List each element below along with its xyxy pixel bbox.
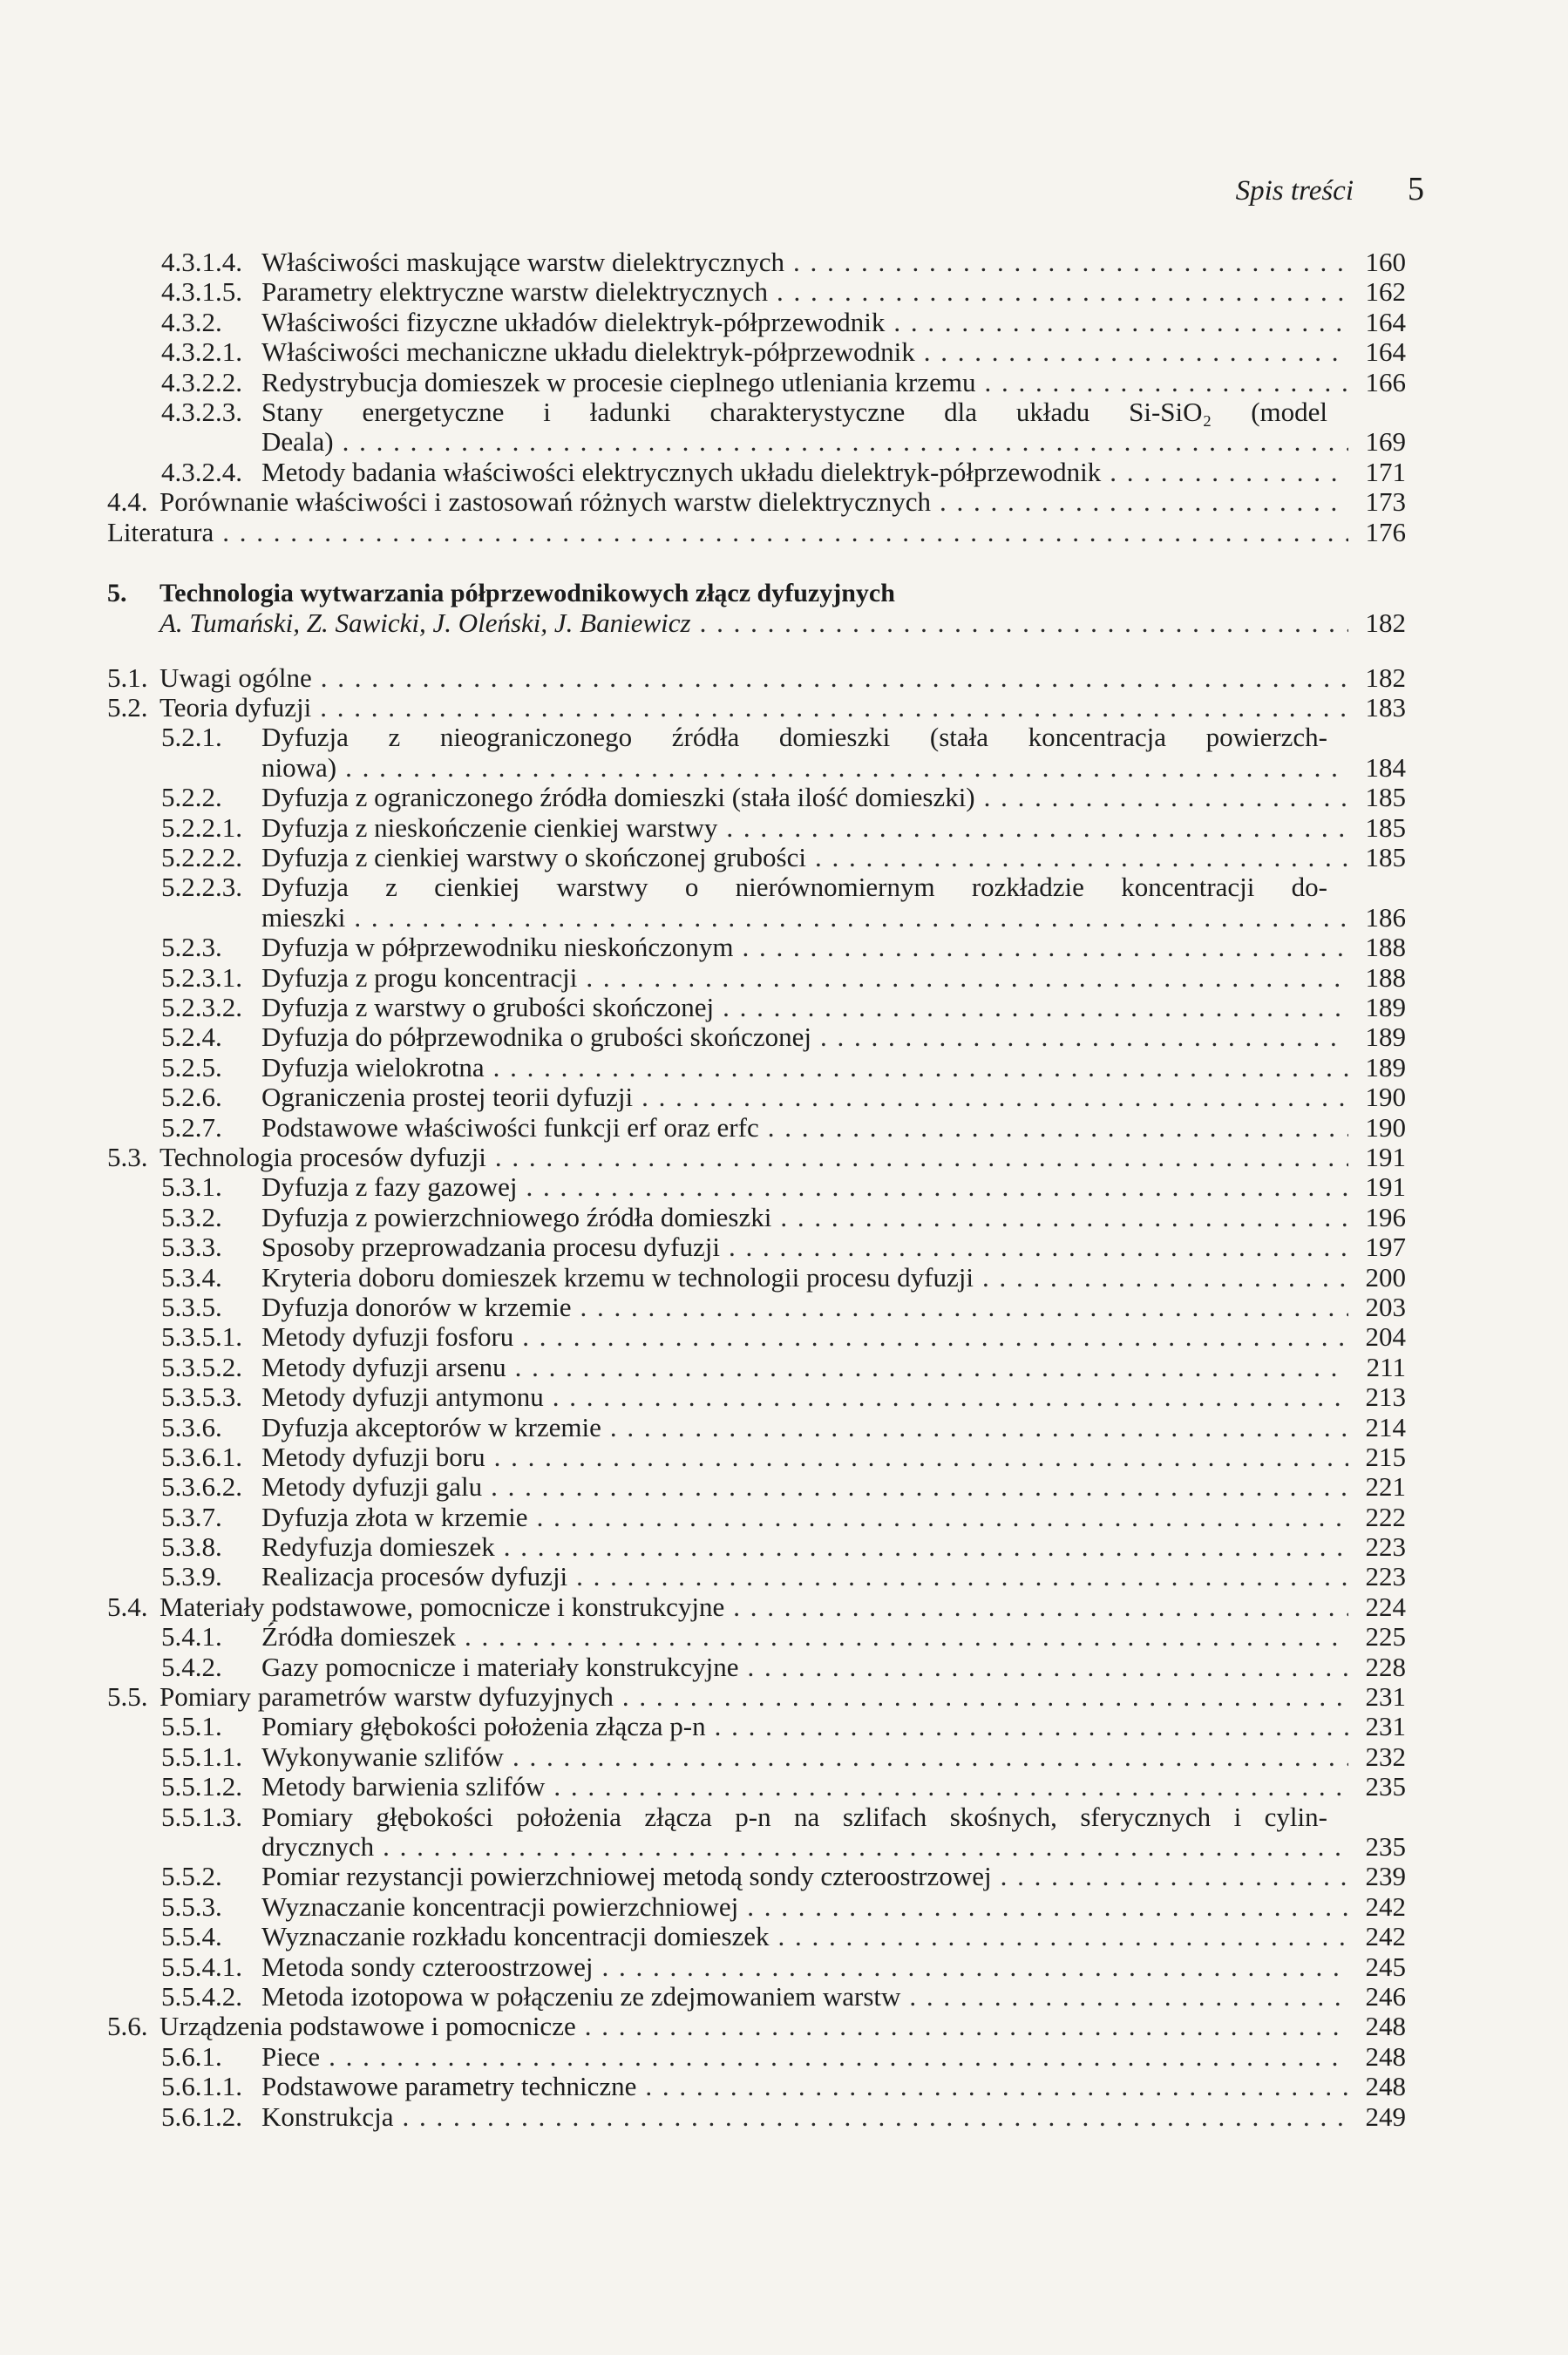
- entry-title: Teoria dyfuzji: [160, 692, 312, 723]
- entry-page: 197: [1365, 1232, 1406, 1263]
- entry-page: 160: [1365, 247, 1406, 277]
- entry-number: 5.3.8.: [161, 1531, 222, 1563]
- entry-title: Właściwości maskujące warstw dielektrycznych: [261, 247, 784, 277]
- entry-page: 191: [1365, 1141, 1406, 1172]
- entry-page: 185: [1365, 842, 1406, 873]
- toc-entry: [107, 1862, 1406, 1891]
- entry-page: 213: [1365, 1381, 1406, 1413]
- entry-page: 231: [1365, 1681, 1406, 1713]
- entry-number: 5.3.6.2.: [161, 1471, 242, 1503]
- leader-dots: [394, 2102, 1348, 2132]
- entry-number: 5.2.2.: [161, 782, 222, 813]
- entry-title: Metoda izotopowa w połączeniu ze zdejmowaniem warstw: [261, 1980, 901, 2012]
- entry-title: Literatura: [107, 516, 214, 547]
- entry-number: 5.3.: [107, 1141, 148, 1172]
- leader-dots: [1101, 458, 1348, 487]
- leader-dots: [345, 903, 1348, 933]
- entry-page: 249: [1365, 2100, 1406, 2132]
- toc-entry: [107, 2042, 1406, 2072]
- leader-dots: [806, 843, 1348, 872]
- entry-page: 169: [1365, 426, 1406, 458]
- leader-dots: [456, 1622, 1348, 1652]
- leader-dots: [975, 783, 1348, 812]
- leader-dots: [506, 1353, 1348, 1382]
- entry-page: 185: [1365, 782, 1406, 813]
- leader-dots: [374, 1832, 1348, 1862]
- entry-number: 4.3.1.5.: [161, 276, 242, 308]
- entry-page: 228: [1365, 1651, 1406, 1682]
- leader-dots: [214, 518, 1348, 547]
- toc-entry: [107, 933, 1406, 962]
- entry-number: 5.3.7.: [161, 1501, 222, 1532]
- toc-entry: [107, 337, 1406, 367]
- leader-dots: [513, 1322, 1348, 1352]
- leader-dots: [486, 1143, 1348, 1172]
- entry-title: Dyfuzja w półprzewodniku nieskończonym: [261, 932, 734, 963]
- entry-page: 248: [1365, 2071, 1406, 2102]
- entry-number: 5.6.1.: [161, 2040, 222, 2072]
- chapter-number: 5.: [107, 578, 127, 607]
- page-number: 5: [1408, 171, 1424, 207]
- entry-page: 173: [1365, 486, 1406, 518]
- entry-page: 239: [1365, 1861, 1406, 1892]
- entry-title: Kryteria doboru domieszek krzemu w technologii procesu dyfuzji: [261, 1261, 974, 1293]
- toc-entry: [107, 1082, 1406, 1112]
- toc-entry: [107, 2102, 1406, 2132]
- leader-dots: [992, 1862, 1348, 1891]
- toc-entry: [107, 663, 1406, 693]
- entry-page: 189: [1365, 1021, 1406, 1053]
- entry-number: 5.5.4.: [161, 1921, 222, 1952]
- entry-number: 5.5.2.: [161, 1861, 222, 1892]
- entry-page: 225: [1365, 1621, 1406, 1653]
- entry-number: 5.2.1.: [161, 722, 222, 753]
- entry-title: Pomiary parametrów warstw dyfuzyjnych: [160, 1681, 614, 1713]
- page-header: [1236, 170, 1424, 208]
- toc-section-chapter-5: [107, 663, 1406, 2132]
- toc-entry: [107, 308, 1406, 337]
- toc-entry: [107, 1143, 1406, 1172]
- entry-title: Źródła domieszek: [261, 1621, 456, 1653]
- entry-number: 5.5.4.1.: [161, 1951, 242, 1982]
- leader-dots: [334, 427, 1348, 457]
- entry-page: 223: [1365, 1531, 1406, 1563]
- entry-title: Dyfuzja z fazy gazowej: [261, 1171, 518, 1203]
- entry-page: 246: [1365, 1980, 1406, 2012]
- leader-dots: [544, 1382, 1348, 1412]
- entry-title: Pomiary głębokości położenia złącza p-n: [261, 1711, 706, 1742]
- entry-page: 190: [1365, 1082, 1406, 1113]
- toc-entry: [107, 1053, 1406, 1082]
- entry-number: 5.2.2.1.: [161, 811, 242, 843]
- entry-page: 171: [1365, 456, 1406, 487]
- entry-number: 5.2.2.2.: [161, 842, 242, 873]
- toc-entry: [107, 1022, 1406, 1052]
- toc-entry: [107, 1472, 1406, 1502]
- entry-page: 235: [1365, 1830, 1406, 1862]
- entry-title: Wyznaczanie rozkładu koncentracji domieszek: [261, 1921, 770, 1952]
- entry-number: 5.5.3.: [161, 1890, 222, 1922]
- entry-number: 5.6.1.2.: [161, 2100, 242, 2132]
- leader-dots: [485, 1442, 1348, 1472]
- toc-entry: [107, 1113, 1406, 1143]
- entry-number: 5.3.3.: [161, 1232, 222, 1263]
- toc-entry: [107, 813, 1406, 843]
- toc-entry: [107, 843, 1406, 872]
- leader-dots: [974, 1263, 1348, 1293]
- entry-number: 4.3.2.: [161, 306, 222, 337]
- leader-dots: [738, 1653, 1348, 1682]
- entry-number: 5.4.1.: [161, 1621, 222, 1653]
- leader-dots: [976, 368, 1349, 397]
- entry-number: 5.5.1.1.: [161, 1741, 242, 1772]
- entry-page: 162: [1365, 276, 1406, 308]
- leader-dots: [614, 1682, 1348, 1712]
- entry-title: Metody dyfuzji boru: [261, 1441, 485, 1472]
- chapter-title: Technologia wytwarzania półprzewodnikowych złącz dyfuzyjnych: [160, 578, 895, 607]
- toc-entry: [107, 458, 1406, 487]
- leader-dots: [633, 1082, 1348, 1112]
- entry-number: 4.4.: [107, 486, 148, 518]
- leader-dots: [768, 277, 1348, 307]
- entry-number: 5.5.1.2.: [161, 1771, 242, 1802]
- entry-page: 189: [1365, 992, 1406, 1023]
- entry-number: 5.4.: [107, 1591, 148, 1622]
- entry-page: 183: [1365, 692, 1406, 723]
- entry-number: 5.1.: [107, 662, 148, 693]
- toc-entry: [107, 723, 1406, 783]
- entry-title-continuation: niowa): [261, 751, 337, 783]
- entry-title: Materiały podstawowe, pomocnicze i konstrukcyjne: [160, 1591, 725, 1622]
- entry-title: Metody badania właściwości elektrycznych układu dielektryk-półprzewodnik: [261, 456, 1102, 487]
- leader-dots: [576, 2012, 1348, 2041]
- entry-page: 214: [1365, 1411, 1406, 1442]
- entry-title: Dyfuzja do półprzewodnika o grubości skończonej: [261, 1021, 812, 1053]
- entry-title: Technologia procesów dyfuzji: [160, 1141, 486, 1172]
- entry-number: 4.3.2.4.: [161, 456, 242, 487]
- entry-number: 5.6.1.1.: [161, 2071, 242, 2102]
- entry-title: Dyfuzja z nieskończenie cienkiej warstwy: [261, 811, 718, 843]
- entry-title: Metoda sondy czteroostrzowej: [261, 1951, 594, 1982]
- entry-page: 231: [1365, 1711, 1406, 1742]
- entry-page: 224: [1365, 1591, 1406, 1622]
- entry-number: 5.3.9.: [161, 1561, 222, 1592]
- entry-title: Metody dyfuzji galu: [261, 1471, 483, 1503]
- entry-page: 186: [1365, 901, 1406, 933]
- entry-number: 5.3.4.: [161, 1261, 222, 1293]
- leader-dots: [577, 963, 1348, 993]
- entry-number: 4.3.2.2.: [161, 366, 242, 397]
- entry-title: Stany energetyczne i ładunki charakterystyczne dla układu Si-SiO₂ (model: [261, 397, 1327, 427]
- leader-dots: [771, 1203, 1348, 1232]
- entry-title: Właściwości mechaniczne układu dielektryk-półprzewodnik: [261, 336, 915, 368]
- toc-entry: [107, 2072, 1406, 2101]
- entry-number: 5.2.5.: [161, 1051, 222, 1082]
- leader-dots: [517, 1172, 1348, 1202]
- toc-entry: [107, 872, 1406, 933]
- entry-number: 4.3.1.4.: [161, 247, 242, 277]
- toc-entry: [107, 1322, 1406, 1352]
- leader-dots: [714, 993, 1348, 1022]
- toc-entry: [107, 1682, 1406, 1712]
- entry-number: 5.3.5.3.: [161, 1381, 242, 1413]
- leader-dots: [691, 608, 1348, 638]
- leader-dots: [545, 1772, 1348, 1802]
- entry-title-continuation: drycznych: [261, 1830, 375, 1862]
- entry-title: Dyfuzja wielokrotna: [261, 1051, 485, 1082]
- entry-page: 221: [1365, 1471, 1406, 1503]
- entry-number: 5.5.1.: [161, 1711, 222, 1742]
- entry-title: Wykonywanie szlifów: [261, 1741, 504, 1772]
- entry-page: 222: [1365, 1501, 1406, 1532]
- entry-title-continuation: mieszki: [261, 901, 346, 933]
- entry-title: Metody dyfuzji antymonu: [261, 1381, 544, 1413]
- entry-number: 5.2.6.: [161, 1082, 222, 1113]
- entry-number: 5.3.1.: [161, 1171, 222, 1203]
- leader-dots: [482, 1472, 1348, 1502]
- entry-title: Realizacja procesów dyfuzji: [261, 1561, 568, 1592]
- entry-title: Dyfuzja z warstwy o grubości skończonej: [261, 992, 715, 1023]
- entry-title: Dyfuzja z progu koncentracji: [261, 961, 578, 993]
- entry-title: Dyfuzja akceptorów w krzemie: [261, 1411, 601, 1442]
- chapter-heading: [107, 579, 1406, 608]
- entry-page: 164: [1365, 306, 1406, 337]
- entry-page: 242: [1365, 1890, 1406, 1922]
- toc-entry: [107, 1203, 1406, 1232]
- toc-entry: [107, 518, 1406, 547]
- entry-title: Dyfuzja złota w krzemie: [261, 1501, 528, 1532]
- toc-entry: [107, 1952, 1406, 1982]
- toc-entry: [107, 993, 1406, 1022]
- toc-entry: [107, 368, 1406, 397]
- toc-section-chapter-4: [107, 248, 1406, 547]
- entry-page: 185: [1365, 811, 1406, 843]
- entry-number: 5.6.: [107, 2011, 148, 2042]
- toc-entry: [107, 1562, 1406, 1591]
- entry-number: 5.5.1.3.: [161, 1801, 242, 1832]
- toc-entry: [107, 1532, 1406, 1562]
- leader-dots: [636, 2072, 1348, 2101]
- leader-dots: [720, 1232, 1348, 1262]
- entry-title: Konstrukcja: [261, 2100, 394, 2132]
- entry-number: 5.2.4.: [161, 1021, 222, 1053]
- chapter-authors-entry: [107, 608, 1406, 638]
- toc-entry: [107, 1742, 1406, 1772]
- leader-dots: [885, 308, 1348, 337]
- toc-entry: [107, 1413, 1406, 1442]
- entry-number: 4.3.2.3.: [161, 396, 242, 427]
- entry-page: 176: [1365, 516, 1406, 547]
- toc-entry: [107, 963, 1406, 993]
- leader-dots: [320, 2042, 1348, 2072]
- entry-title: Dyfuzja donorów w krzemie: [261, 1291, 572, 1322]
- leader-dots: [900, 1982, 1348, 2012]
- entry-title: Sposoby przeprowadzania procesu dyfuzji: [261, 1232, 720, 1263]
- leader-dots: [312, 663, 1348, 693]
- entry-title: Metody dyfuzji arsenu: [261, 1351, 506, 1382]
- toc-entry: [107, 1232, 1406, 1262]
- entry-title: Uwagi ogólne: [160, 662, 312, 693]
- leader-dots: [784, 248, 1348, 277]
- table-of-contents: [107, 248, 1406, 2132]
- entry-title: Dyfuzja z powierzchniowego źródła domieszki: [261, 1201, 772, 1232]
- toc-entry: [107, 1503, 1406, 1532]
- chapter-page: 182: [1365, 607, 1406, 639]
- toc-entry: [107, 2012, 1406, 2041]
- leader-dots: [770, 1922, 1348, 1951]
- leader-dots: [738, 1892, 1348, 1922]
- entry-number: 5.5.: [107, 1681, 148, 1713]
- running-title: Spis treści: [1235, 175, 1354, 207]
- entry-number: 5.2.3.: [161, 932, 222, 963]
- toc-entry: [107, 783, 1406, 812]
- entry-page: 232: [1365, 1741, 1406, 1772]
- entry-page: 189: [1365, 1051, 1406, 1082]
- toc-entry: [107, 1353, 1406, 1382]
- leader-dots: [717, 813, 1348, 843]
- leader-dots: [601, 1413, 1348, 1442]
- entry-title: Gazy pomocnicze i materiały konstrukcyjne: [261, 1651, 739, 1682]
- entry-page: 248: [1365, 2011, 1406, 2042]
- entry-title: Piece: [261, 2040, 321, 2072]
- toc-entry: [107, 1622, 1406, 1652]
- entry-title: Redystrybucja domieszek w procesie cieplnego utleniania krzemu: [261, 366, 976, 397]
- entry-page: 188: [1365, 932, 1406, 963]
- entry-page: 200: [1365, 1261, 1406, 1293]
- entry-number: 5.5.4.2.: [161, 1980, 242, 2012]
- leader-dots: [706, 1712, 1348, 1741]
- leader-dots: [931, 487, 1348, 517]
- leader-dots: [594, 1952, 1349, 1982]
- leader-dots: [495, 1532, 1348, 1562]
- leader-dots: [567, 1562, 1348, 1591]
- leader-dots: [734, 933, 1348, 962]
- entry-number: 5.2.2.3.: [161, 872, 242, 903]
- entry-page: 164: [1365, 336, 1406, 368]
- entry-number: 5.2.: [107, 692, 148, 723]
- toc-entry: [107, 1772, 1406, 1802]
- entry-number: 5.3.5.: [161, 1291, 222, 1322]
- entry-title: Urządzenia podstawowe i pomocnicze: [160, 2011, 576, 2042]
- toc-entry: [107, 1712, 1406, 1741]
- entry-page: 204: [1365, 1321, 1406, 1353]
- leader-dots: [572, 1293, 1348, 1322]
- entry-page: 223: [1365, 1561, 1406, 1592]
- entry-title: Właściwości fizyczne układów dielektryk-półprzewodnik: [261, 306, 886, 337]
- entry-page: 166: [1365, 366, 1406, 397]
- entry-number: 5.4.2.: [161, 1651, 222, 1682]
- leader-dots: [485, 1053, 1348, 1082]
- entry-title: Dyfuzja z ograniczonego źródła domieszki (stała ilość domieszki): [261, 782, 975, 813]
- toc-entry: [107, 277, 1406, 307]
- toc-entry: [107, 397, 1406, 458]
- entry-page: 184: [1365, 751, 1406, 783]
- entry-number: 5.3.5.2.: [161, 1351, 242, 1382]
- toc-entry: [107, 1922, 1406, 1951]
- toc-entry: [107, 1592, 1406, 1622]
- toc-entry: [107, 1892, 1406, 1922]
- toc-entry: [107, 1263, 1406, 1293]
- toc-entry: [107, 487, 1406, 517]
- entry-page: 245: [1365, 1951, 1406, 1982]
- entry-title: Dyfuzja z nieograniczonego źródła domieszki (stała koncentracja powierzch-: [261, 723, 1327, 753]
- entry-number: 5.3.6.1.: [161, 1441, 242, 1472]
- entry-title: Ograniczenia prostej teorii dyfuzji: [261, 1082, 634, 1113]
- entry-page: 190: [1365, 1111, 1406, 1143]
- entry-number: 5.2.3.2.: [161, 992, 242, 1023]
- toc-entry: [107, 693, 1406, 723]
- entry-title-continuation: Deala): [261, 426, 334, 458]
- entry-page: 248: [1365, 2040, 1406, 2072]
- entry-title: Podstawowe właściwości funkcji erf oraz erfc: [261, 1111, 759, 1143]
- entry-page: 242: [1365, 1921, 1406, 1952]
- entry-title: Metody barwienia szlifów: [261, 1771, 546, 1802]
- leader-dots: [811, 1022, 1348, 1052]
- toc-entry: [107, 1172, 1406, 1202]
- entry-number: 4.3.2.1.: [161, 336, 242, 368]
- entry-title: Parametry elektryczne warstw dielektrycznych: [261, 276, 768, 308]
- entry-number: 5.3.5.1.: [161, 1321, 242, 1353]
- toc-entry: [107, 1802, 1406, 1863]
- toc-entry: [107, 1382, 1406, 1412]
- entry-page: 196: [1365, 1201, 1406, 1232]
- entry-title: Podstawowe parametry techniczne: [261, 2071, 637, 2102]
- toc-entry: [107, 1293, 1406, 1322]
- entry-title: Pomiar rezystancji powierzchniowej metodą sondy czteroostrzowej: [261, 1861, 992, 1892]
- leader-dots: [759, 1113, 1348, 1143]
- chapter-authors: A. Tumański, Z. Sawicki, J. Oleński, J. Baniewicz: [160, 607, 691, 639]
- toc-entry: [107, 248, 1406, 277]
- toc-entry: [107, 1653, 1406, 1682]
- leader-dots: [724, 1592, 1348, 1622]
- entry-page: 235: [1365, 1771, 1406, 1802]
- entry-page: 188: [1365, 961, 1406, 993]
- entry-number: 5.3.2.: [161, 1201, 222, 1232]
- leader-dots: [336, 753, 1348, 783]
- entry-title: Pomiary głębokości położenia złącza p-n na szlifach skośnych, sferycznych i cylin-: [261, 1802, 1327, 1832]
- leader-dots: [311, 693, 1348, 723]
- entry-title: Porównanie właściwości i zastosowań różnych warstw dielektrycznych: [160, 486, 931, 518]
- leader-dots: [528, 1503, 1348, 1532]
- entry-title: Dyfuzja z cienkiej warstwy o skończonej grubości: [261, 842, 806, 873]
- entry-title: Wyznaczanie koncentracji powierzchniowej: [261, 1890, 739, 1922]
- entry-page: 211: [1366, 1351, 1406, 1382]
- toc-entry: [107, 1982, 1406, 2012]
- entry-number: 5.3.6.: [161, 1411, 222, 1442]
- entry-title: Dyfuzja z cienkiej warstwy o nierównomiernym rozkładzie koncentracji do-: [261, 872, 1327, 903]
- entry-page: 182: [1365, 662, 1406, 693]
- leader-dots: [915, 337, 1348, 367]
- entry-number: 5.2.3.1.: [161, 961, 242, 993]
- entry-page: 191: [1365, 1171, 1406, 1203]
- entry-title: Metody dyfuzji fosforu: [261, 1321, 514, 1353]
- entry-page: 203: [1365, 1291, 1406, 1322]
- entry-number: 5.2.7.: [161, 1111, 222, 1143]
- entry-title: Redyfuzja domieszek: [261, 1531, 495, 1563]
- leader-dots: [504, 1742, 1348, 1772]
- entry-page: 215: [1365, 1441, 1406, 1472]
- toc-entry: [107, 1442, 1406, 1472]
